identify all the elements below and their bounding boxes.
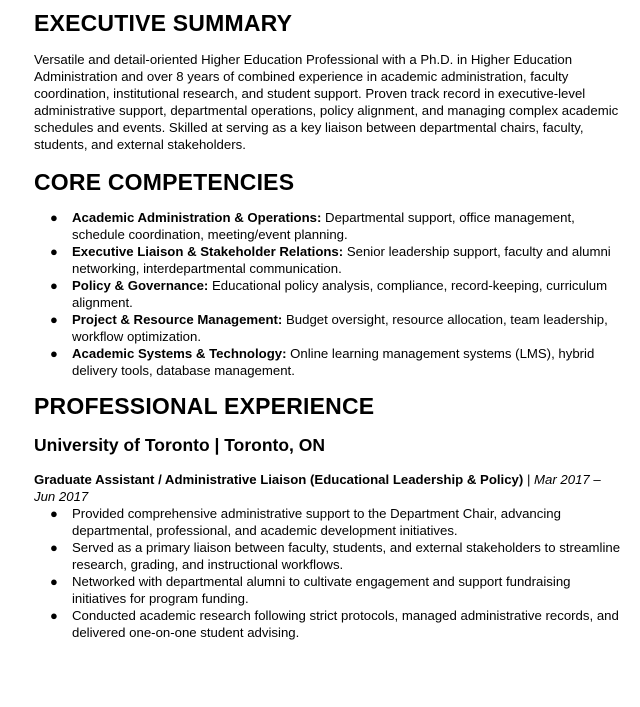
bullet-icon: ●	[50, 608, 58, 623]
list-item	[34, 277, 624, 311]
role-line	[34, 471, 624, 505]
role-separator: |	[523, 472, 535, 487]
list-item	[34, 505, 624, 539]
executive-summary-paragraph: Versatile and detail-oriented Higher Education Professional with a Ph.D. in Higher Education Administration and over 8 years of combined experience in academic administration, faculty coordination, institutional research, and student support. Proven track record in executive-level administrative support, departmental operations, policy alignment, and managing complex academic schedules and events. Skilled at serving as a key liaison between departmental chairs, faculty, students, and external stakeholders.	[34, 52, 619, 152]
list-item	[34, 209, 624, 243]
list-item	[34, 573, 624, 607]
experience-bullet-text: Conducted academic research following strict protocols, managed administrative records, and delivered one-on-one student advising.	[72, 608, 619, 640]
experience-bullet-list	[34, 505, 624, 641]
bullet-icon: ●	[50, 346, 58, 361]
role-title: Graduate Assistant / Administrative Liaison (Educational Leadership & Policy)	[34, 472, 524, 487]
list-item	[34, 311, 624, 345]
core-competencies-heading: CORE COMPETENCIES	[34, 169, 295, 195]
bullet-icon: ●	[50, 506, 58, 521]
bullet-icon: ●	[50, 278, 58, 293]
list-item	[34, 539, 624, 573]
role-dates: Mar 2017 – Jun 2017	[34, 472, 601, 504]
professional-experience-heading: PROFESSIONAL EXPERIENCE	[34, 393, 375, 419]
bullet-icon: ●	[50, 244, 58, 259]
bullet-icon: ●	[50, 312, 58, 327]
bullet-icon: ●	[50, 574, 58, 589]
competency-text: Online learning management systems (LMS), hybrid delivery tools, database management.	[72, 346, 595, 378]
competency-text: Budget oversight, resource allocation, team leadership, workflow optimization.	[72, 312, 608, 344]
competency-label: Project & Resource Management:	[72, 312, 283, 327]
competency-text: Senior leadership support, faculty and alumni networking, interdepartmental communication.	[72, 244, 611, 276]
list-item	[34, 243, 624, 277]
list-item	[34, 607, 624, 641]
experience-bullet-text: Networked with departmental alumni to cultivate engagement and support fundraising initiatives for program funding.	[72, 574, 571, 606]
competency-text: Educational policy analysis, compliance, record-keeping, curriculum alignment.	[72, 278, 608, 310]
competency-text: Departmental support, office management, schedule coordination, meeting/event planning.	[72, 210, 575, 242]
competency-label: Policy & Governance:	[72, 278, 209, 293]
executive-summary-heading: EXECUTIVE SUMMARY	[34, 10, 293, 36]
bullet-icon: ●	[50, 540, 58, 555]
competency-label: Executive Liaison & Stakeholder Relations:	[72, 244, 344, 259]
employer-heading: University of Toronto | Toronto, ON	[34, 435, 326, 455]
competency-label: Academic Administration & Operations:	[72, 210, 322, 225]
list-item	[34, 345, 624, 379]
core-competencies-list	[34, 209, 624, 379]
competency-label: Academic Systems & Technology:	[72, 346, 287, 361]
experience-bullet-text: Provided comprehensive administrative support to the Department Chair, advancing departmental, professional, and academic development initiatives.	[72, 506, 561, 538]
bullet-icon: ●	[50, 210, 58, 225]
experience-bullet-text: Served as a primary liaison between faculty, students, and external stakeholders to streamline research, grading, and instructional workflows.	[72, 540, 621, 572]
